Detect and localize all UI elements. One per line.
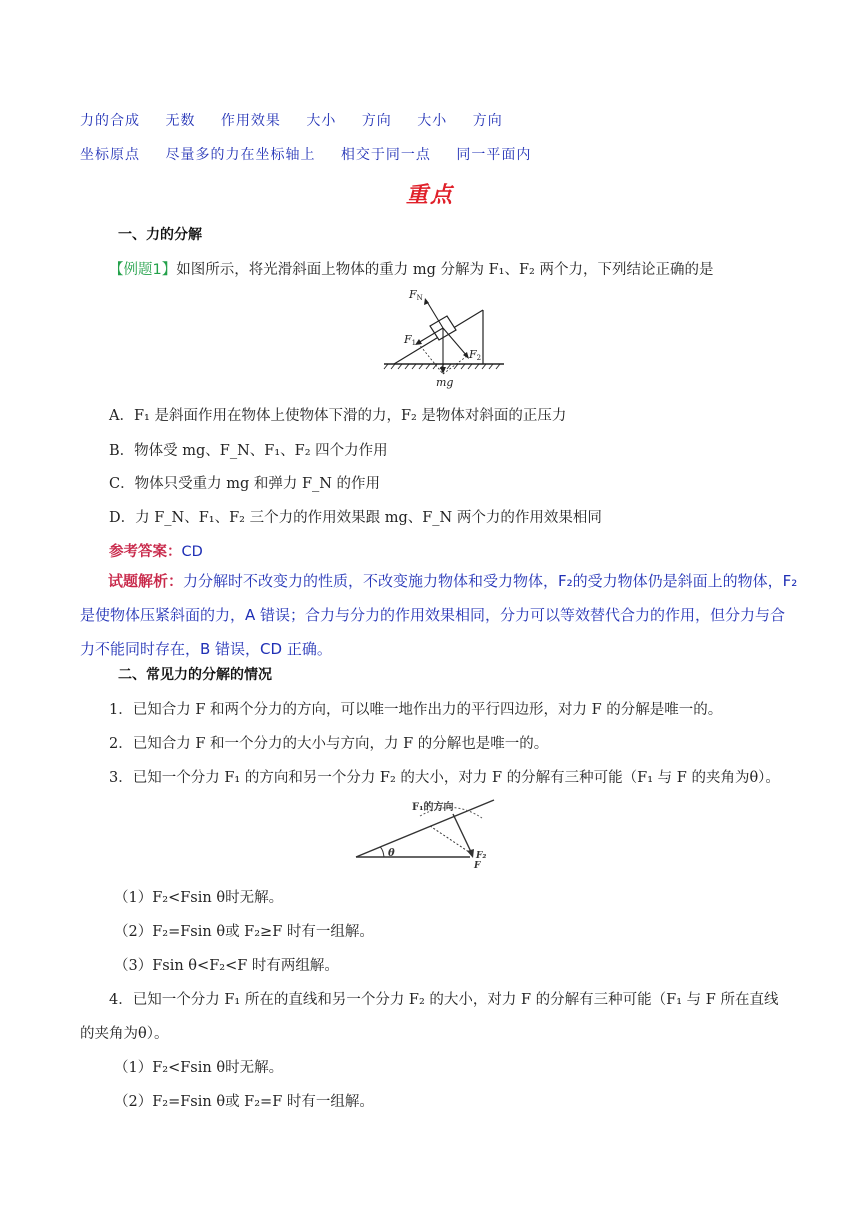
case4-1: （1）F₂<Fsin θ时无解。 xyxy=(114,1060,284,1076)
keywords-row-1 xyxy=(80,110,523,130)
example-question xyxy=(109,258,713,279)
heading-common-cases: 二、常见力的分解的情况 xyxy=(118,667,272,683)
keyword: 同一平面内 xyxy=(456,147,532,163)
label-f1-direction: F₁的方向 xyxy=(412,802,454,813)
case4-2: （2）F₂=Fsin θ或 F₂=F 时有一组解。 xyxy=(114,1094,374,1110)
keyword: 无数 xyxy=(165,113,196,129)
analysis-text: 力分解时不改变力的性质，不改变施力物体和受力物体，F₂的受力物体仍是斜面上的物体，F₂是使物体压紧斜面的力，A 错误；合力与分力的作用效果相同，分力可以等效替代合力的作用，但分力与合力不能同时存在，B 错误，CD 正确。 xyxy=(80,572,798,658)
keyword: 坐标原点 xyxy=(80,147,140,163)
example-question-text: 如图所示，将光滑斜面上物体的重力 mg 分解为 F₁、F₂ 两个力，下列结论正确的是 xyxy=(176,262,714,278)
case3-1: （1）F₂<Fsin θ时无解。 xyxy=(114,890,284,906)
label-f2-fig2: F₂ xyxy=(476,851,487,861)
case3-2: （2）F₂=Fsin θ或 F₂≥F 时有一组解。 xyxy=(114,924,374,940)
answer-value: CD xyxy=(181,544,203,560)
label-f-fig2: F xyxy=(474,861,481,870)
keyword: 相交于同一点 xyxy=(340,147,431,163)
keyword: 力的合成 xyxy=(80,113,140,129)
keyword: 大小 xyxy=(306,113,337,129)
option-a: A．F₁ 是斜面作用在物体上使物体下滑的力，F₂ 是物体对斜面的正压力 xyxy=(109,408,567,424)
keyword: 方向 xyxy=(361,113,392,129)
item-2: 2．已知合力 F 和一个分力的大小与方向，力 F 的分解也是唯一的。 xyxy=(109,736,549,752)
label-fn: FN xyxy=(409,288,423,302)
label-f2: F2 xyxy=(469,348,482,362)
reference-answer xyxy=(109,540,203,561)
example-tag: 【例题1】 xyxy=(109,262,177,278)
option-d: D．力 F_N、F₁、F₂ 三个力的作用效果跟 mg、F_N 两个力的作用效果相同 xyxy=(109,510,602,526)
triangle-figure xyxy=(348,796,500,870)
keyword: 大小 xyxy=(417,113,448,129)
keyword: 尽量多的力在坐标轴上 xyxy=(165,147,316,163)
keyword: 作用效果 xyxy=(220,113,281,129)
option-c: C．物体只受重力 mg 和弹力 F_N 的作用 xyxy=(109,476,381,492)
keyword: 方向 xyxy=(472,113,503,129)
option-b: B．物体受 mg、F_N、F₁、F₂ 四个力作用 xyxy=(109,443,388,459)
item-4-line-2: 的夹角为θ）。 xyxy=(80,1026,169,1042)
label-mg: mg xyxy=(436,376,454,389)
section-title: 重点 xyxy=(405,182,454,208)
heading-force-decomposition: 一、力的分解 xyxy=(118,227,202,243)
label-f1: F1 xyxy=(404,333,417,347)
analysis-label: 试题解析： xyxy=(108,572,184,590)
item-3: 3．已知一个分力 F₁ 的方向和另一个分力 F₂ 的大小，对力 F 的分解有三种可能（F₁ 与 F 的夹角为θ）。 xyxy=(109,770,780,786)
incline-figure xyxy=(380,282,510,390)
item-4-line-1: 4．已知一个分力 F₁ 所在的直线和另一个分力 F₂ 的大小，对力 F 的分解有三种可能（F₁ 与 F 所在直线 xyxy=(109,992,779,1008)
item-1: 1．已知合力 F 和两个分力的方向，可以唯一地作出力的平行四边形，对力 F 的分解是唯一的。 xyxy=(109,702,723,718)
answer-label: 参考答案： xyxy=(109,544,182,560)
analysis xyxy=(80,564,800,666)
keywords-row-2 xyxy=(80,144,551,164)
case3-3: （3）Fsin θ<F₂<F 时有两组解。 xyxy=(114,958,339,974)
label-theta: θ xyxy=(388,848,395,859)
